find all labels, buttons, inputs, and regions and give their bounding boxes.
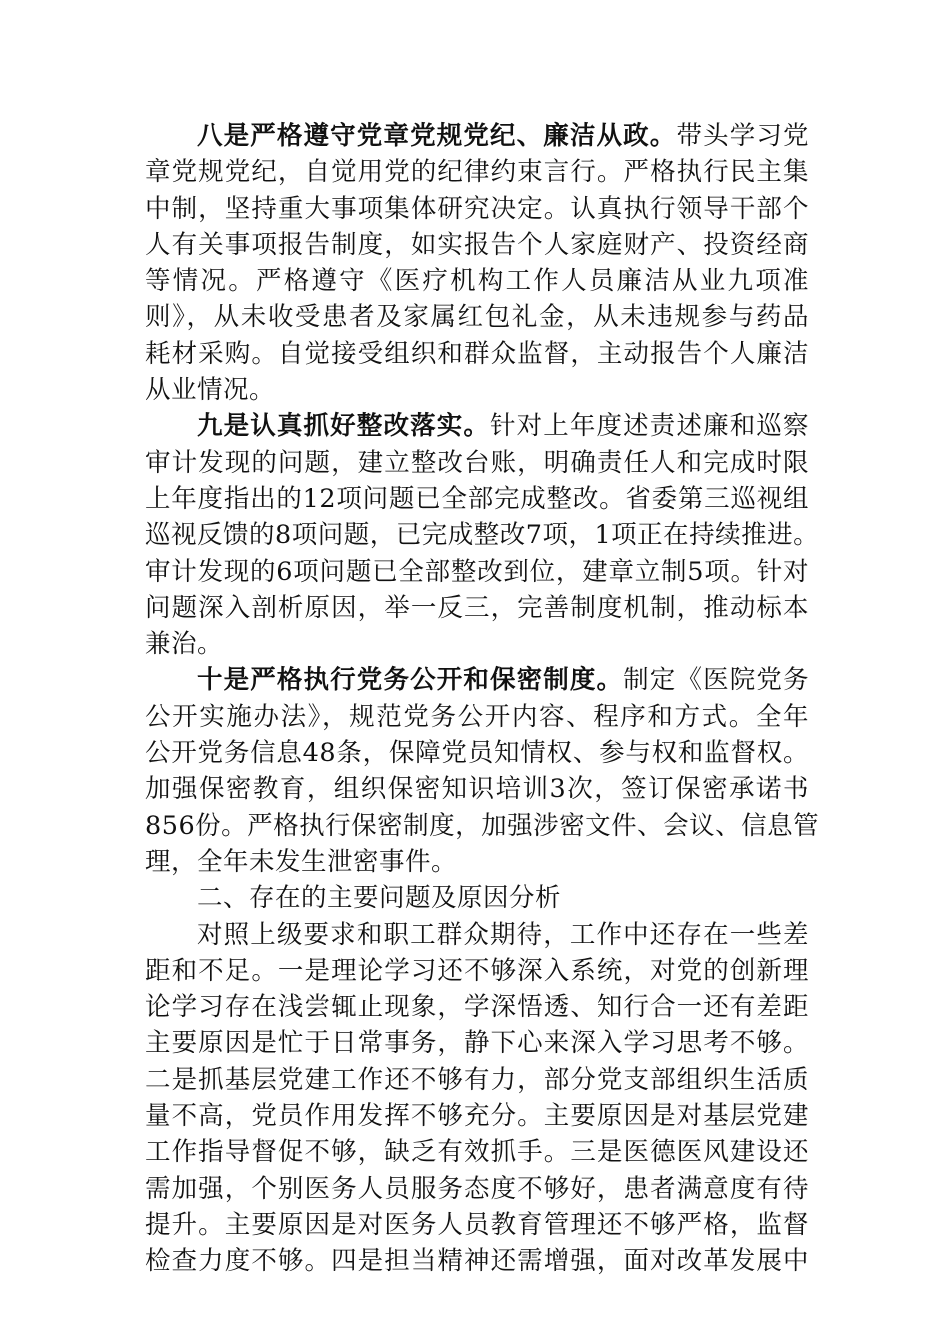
text-line: 问题深入剖析原因，举一反三，完善制度机制，推动标本	[145, 592, 809, 623]
text-line: 从业情况。	[145, 375, 276, 406]
text-line: 论学习存在浅尝辄止现象，学深悟透、知行合一还有差距	[145, 992, 809, 1023]
text-line: 审计发现的问题，建立整改台账，明确责任人和完成时限	[145, 447, 809, 478]
text-line: 工作指导督促不够，缺乏有效抓手。三是医德医风建设还	[145, 1137, 809, 1168]
text-line: 兼治。	[145, 629, 224, 660]
text-line: 对照上级要求和职工群众期待，工作中还存在一些差	[197, 919, 809, 950]
text-line: 856份。严格执行保密制度，加强涉密文件、会议、信息管	[145, 810, 820, 841]
text-line: 加强保密教育，组织保密知识培训3次，签订保密承诺书	[145, 774, 809, 805]
text-line: 巡视反馈的8项问题，已完成整改7项，1项正在持续推进。	[145, 520, 820, 551]
paragraph-first-line: 十是严格执行党务公开和保密制度。制定《医院党务	[197, 665, 809, 696]
text-line: 人有关事项报告制度，如实报告个人家庭财产、投资经商	[145, 229, 809, 260]
text-line: 公开实施办法》，规范党务公开内容、程序和方式。全年	[145, 701, 809, 732]
text-line: 检查力度不够。四是担当精神还需增强，面对改革发展中	[145, 1246, 809, 1277]
text-line: 中制，坚持重大事项集体研究决定。认真执行领导干部个	[145, 193, 809, 224]
text-line: 量不高，党员作用发挥不够充分。主要原因是对基层党建	[145, 1101, 809, 1132]
text-line: 耗材采购。自觉接受组织和群众监督，主动报告个人廉洁	[145, 338, 809, 369]
paragraph-ten	[145, 662, 820, 880]
paragraph-lead: 十是严格执行党务公开和保密制度。	[197, 665, 624, 696]
paragraph-first-line: 八是严格遵守党章党规党纪、廉洁从政。带头学习党	[197, 121, 809, 151]
text-line: 等情况。严格遵守《医疗机构工作人员廉洁从业九项准	[145, 266, 809, 297]
text-line: 理，全年未发生泄密事件。	[145, 846, 458, 877]
paragraph-nine	[145, 408, 820, 662]
text-line: 公开党务信息48条，保障党员知情权、参与权和监督权。	[145, 738, 809, 769]
section-heading: 二、存在的主要问题及原因分析	[197, 883, 562, 914]
text-line: 上年度指出的12项问题已全部完成整改。省委第三巡视组	[145, 483, 809, 514]
text-line: 需加强，个别医务人员服务态度不够好，患者满意度有待	[145, 1173, 809, 1204]
text-line: 则》，从未收受患者及家属红包礼金，从未违规参与药品	[145, 302, 809, 333]
paragraph-lead: 八是严格遵守党章党规党纪、廉洁从政。	[197, 121, 677, 151]
paragraph-first-line: 九是认真抓好整改落实。针对上年度述责述廉和巡察	[197, 411, 809, 442]
document-page	[145, 118, 820, 1280]
analysis-paragraph	[145, 917, 809, 1280]
text-line: 主要原因是忙于日常事务，静下心来深入学习思考不够。	[145, 1028, 809, 1059]
paragraph-eight	[145, 118, 809, 408]
text-line: 审计发现的6项问题已全部整改到位，建章立制5项。针对	[145, 556, 809, 587]
text-line: 距和不足。一是理论学习还不够深入系统，对党的创新理	[145, 955, 809, 986]
text-line: 二是抓基层党建工作还不够有力，部分党支部组织生活质	[145, 1064, 809, 1095]
text-line: 提升。主要原因是对医务人员教育管理还不够严格，监督	[145, 1209, 809, 1240]
paragraph-lead: 九是认真抓好整改落实。	[197, 411, 490, 442]
text-line: 章党规党纪，自觉用党的纪律约束言行。严格执行民主集	[145, 157, 809, 188]
